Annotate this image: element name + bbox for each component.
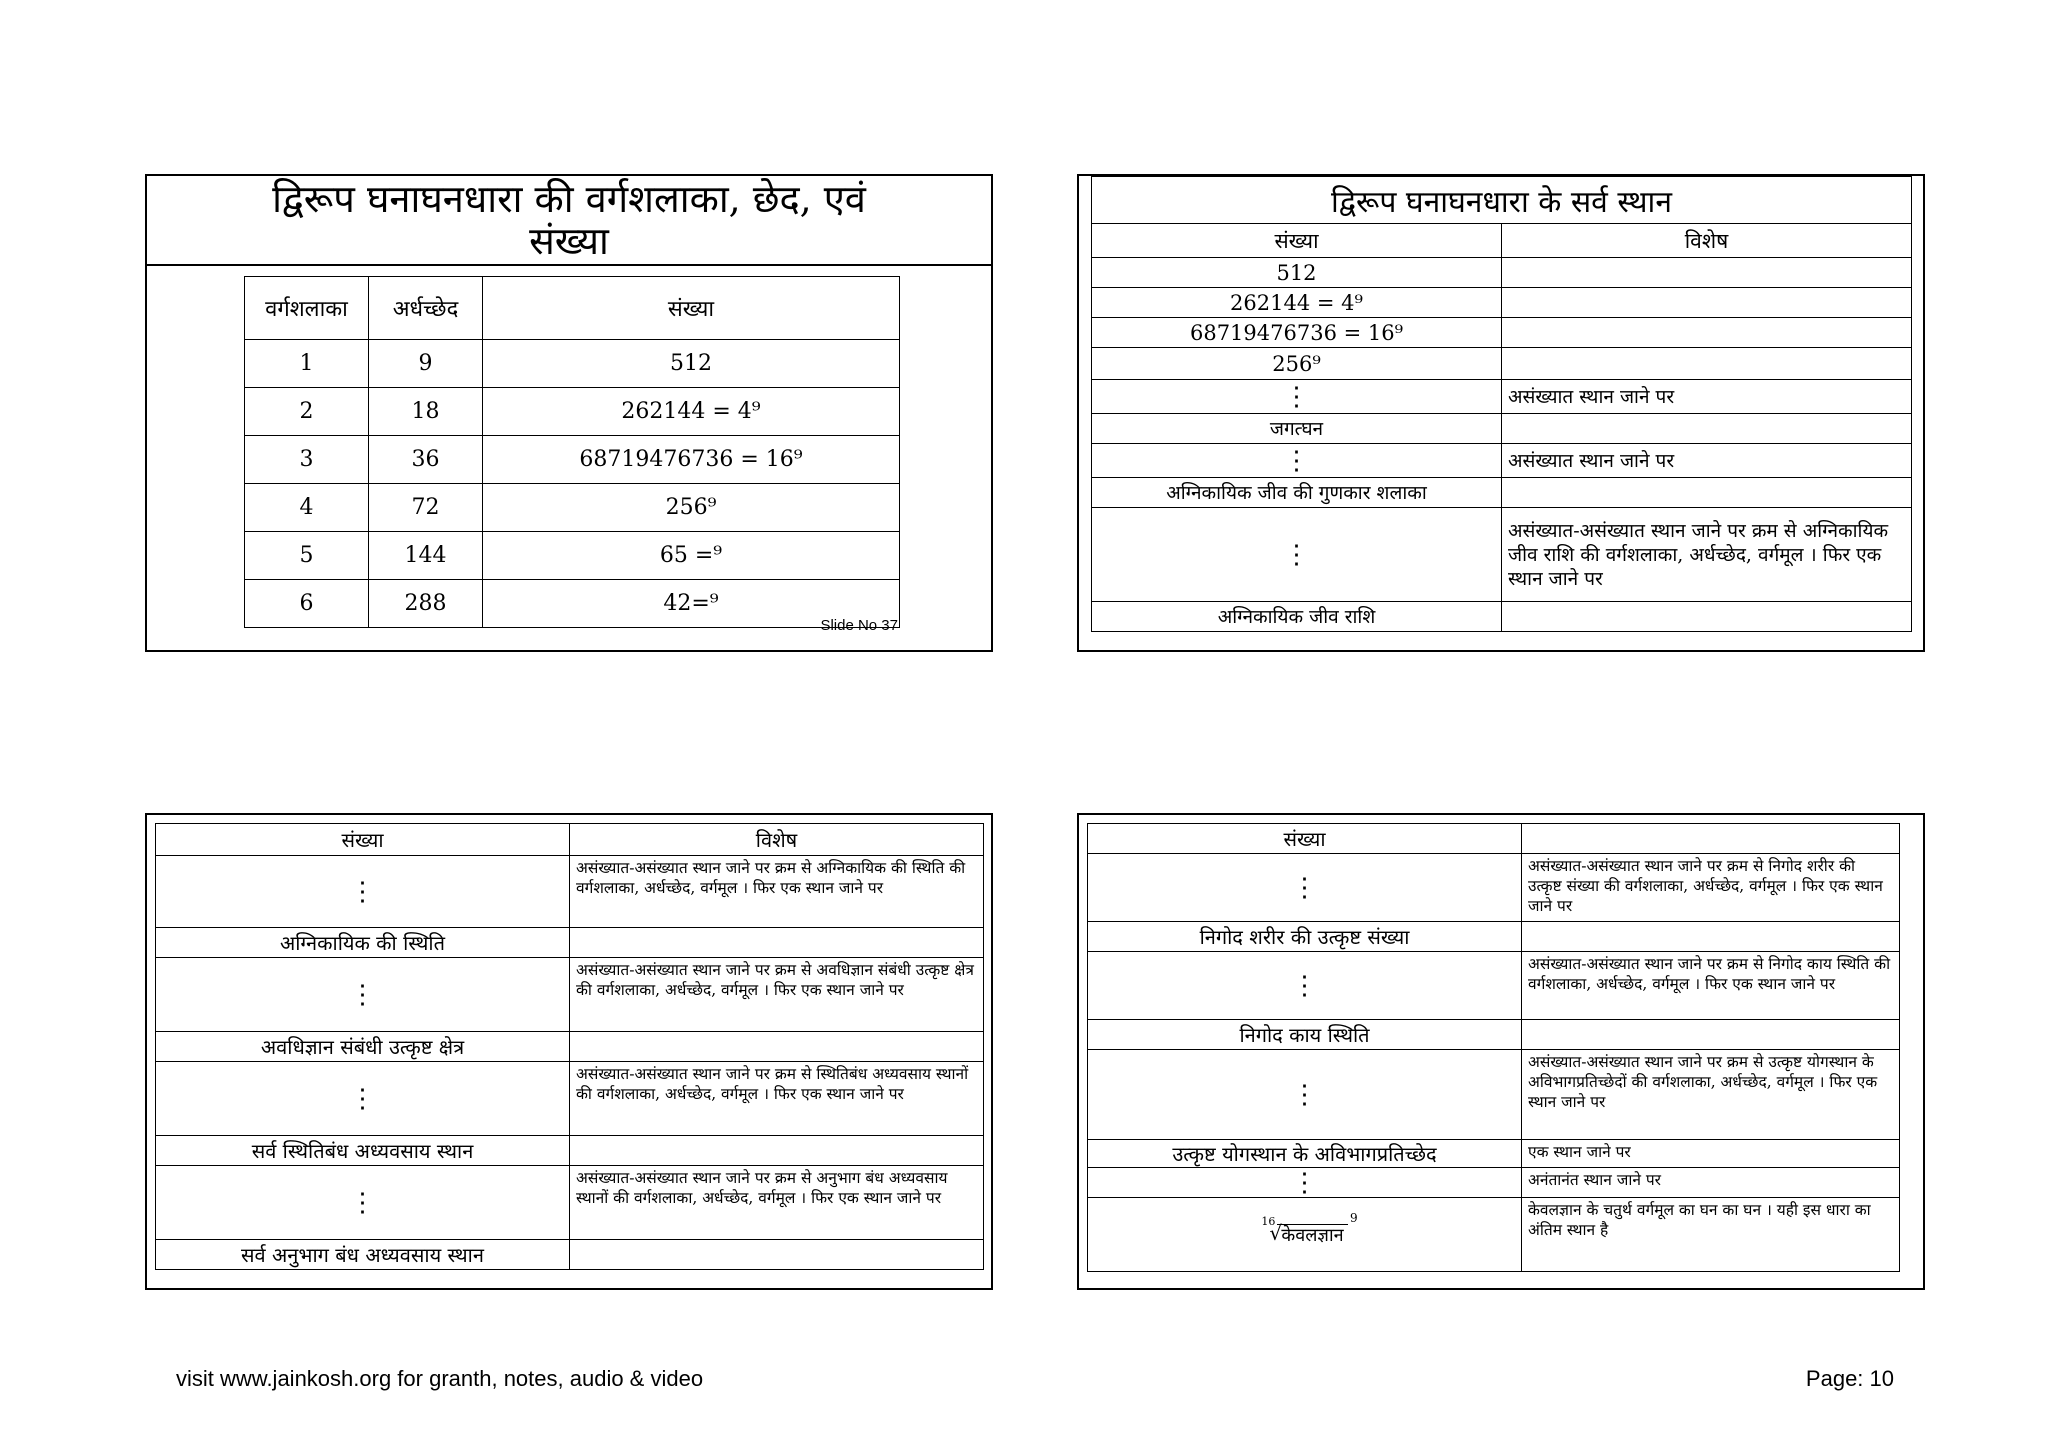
sarva-sthan-table [1091, 176, 1912, 632]
vdots-cell: ⋮ [1088, 1050, 1522, 1140]
column-header: संख्या [483, 277, 900, 340]
table-row [245, 388, 900, 436]
table-row [156, 1166, 984, 1240]
table-row [156, 1062, 984, 1136]
column-header: संख्या [1088, 824, 1522, 854]
title-line-2: संख्या [529, 219, 609, 263]
table-cell: असंख्यात-असंख्यात स्थान जाने पर क्रम से निगोद काय स्थिति की वर्गशलाका, अर्धच्छेद, वर्गमूल । फिर एक स्थान जाने पर [1522, 952, 1900, 1020]
table-cell: 256⁹ [483, 484, 900, 532]
table-cell: 262144 = 4⁹ [483, 388, 900, 436]
table-row [1088, 1020, 1900, 1050]
table-cell [1522, 1020, 1900, 1050]
vdots-cell: ⋮ [1092, 380, 1502, 414]
table-cell: 256⁹ [1092, 348, 1502, 380]
table-header-row [245, 277, 900, 340]
column-header: विशेष [1502, 224, 1912, 258]
table-cell: 68719476736 = 16⁹ [1092, 318, 1502, 348]
table-cell: असंख्यात-असंख्यात स्थान जाने पर क्रम से निगोद शरीर की उत्कृष्ट संख्या की वर्गशलाका, अर्धच्छेद, वर्गमूल । फिर एक स्थान जाने पर [1522, 854, 1900, 922]
table-row [156, 1136, 984, 1166]
table-row [1092, 258, 1912, 288]
table-cell: 512 [1092, 258, 1502, 288]
table-cell: 4 [245, 484, 369, 532]
table-cell: सर्व अनुभाग बंध अध्यवसाय स्थान [156, 1240, 570, 1270]
title-line-1: द्विरूप घनाघनधारा की वर्गशलाका, छेद, एवं [272, 177, 866, 221]
table-cell: असंख्यात स्थान जाने पर [1502, 380, 1912, 414]
table-cell: असंख्यात-असंख्यात स्थान जाने पर क्रम से अनुभाग बंध अध्यवसाय स्थानों की वर्गशलाका, अर्धच्छेद, वर्गमूल । फिर एक स्थान जाने पर [570, 1166, 984, 1240]
radicand: √ केवलज्ञान [1277, 1224, 1347, 1246]
table-row [1088, 854, 1900, 922]
table-cell [570, 928, 984, 958]
vdots-cell: ⋮ [156, 856, 570, 928]
table-cell [1502, 258, 1912, 288]
table-header-row [156, 824, 984, 856]
table-cell: अग्निकायिक जीव राशि [1092, 602, 1502, 632]
root-power: 9 [1349, 1211, 1358, 1225]
table-cell: असंख्यात-असंख्यात स्थान जाने पर क्रम से अवधिज्ञान संबंधी उत्कृष्ट क्षेत्र की वर्गशलाका, अर्धच्छेद, वर्गमूल । फिर एक स्थान जाने पर [570, 958, 984, 1032]
table-cell: 2 [245, 388, 369, 436]
table-header-row [1092, 224, 1912, 258]
root-index: 16 [1261, 1215, 1276, 1228]
vdots-cell: ⋮ [1088, 952, 1522, 1020]
table-cell: 18 [369, 388, 483, 436]
footer-page-number: Page: 10 [1805, 1366, 1894, 1391]
vdots-cell: ⋮ [1088, 1168, 1522, 1198]
table-row [1088, 1198, 1900, 1272]
table-cell: असंख्यात-असंख्यात स्थान जाने पर क्रम से अग्निकायिक जीव राशि की वर्गशलाका, अर्धच्छेद, वर्गमूल । फिर एक स्थान जाने पर [1502, 508, 1912, 602]
table-row [1088, 1168, 1900, 1198]
table-cell [1502, 602, 1912, 632]
table-cell: उत्कृष्ट योगस्थान के अविभागप्रतिच्छेद [1088, 1140, 1522, 1168]
column-header: वर्गशलाका [245, 277, 369, 340]
varg-shalaka-table [244, 276, 900, 628]
table-cell: 68719476736 = 16⁹ [483, 436, 900, 484]
table-row [245, 484, 900, 532]
table-cell [1502, 288, 1912, 318]
column-header: विशेष [570, 824, 984, 856]
table-cell [1502, 478, 1912, 508]
table-cell [570, 1136, 984, 1166]
table-cell: 5 [245, 532, 369, 580]
table-header-row [1088, 824, 1900, 854]
root-expression-cell [1088, 1198, 1522, 1272]
table-cell [1502, 318, 1912, 348]
table-row [1092, 478, 1912, 508]
table-row [156, 928, 984, 958]
table-cell: अवधिज्ञान संबंधी उत्कृष्ट क्षेत्र [156, 1032, 570, 1062]
table-cell: अग्निकायिक की स्थिति [156, 928, 570, 958]
table-cell: 36 [369, 436, 483, 484]
slide-title [147, 176, 991, 266]
slide-title: द्विरूप घनाघनधारा के सर्व स्थान [1092, 177, 1912, 224]
slide-nigod [1077, 813, 1925, 1290]
table-cell: केवलज्ञान के चतुर्थ वर्गमूल का घन का घन । यही इस धारा का अंतिम स्थान है [1522, 1198, 1900, 1272]
root-expression [1261, 1211, 1358, 1247]
table-cell: 262144 = 4⁹ [1092, 288, 1502, 318]
sthan-table [155, 823, 984, 1270]
table-cell: 144 [369, 532, 483, 580]
vdots-cell: ⋮ [156, 1166, 570, 1240]
table-cell [1522, 922, 1900, 952]
table-cell: अग्निकायिक जीव की गुणकार शलाका [1092, 478, 1502, 508]
table-cell: निगोद शरीर की उत्कृष्ट संख्या [1088, 922, 1522, 952]
table-row [1092, 444, 1912, 478]
table-row [156, 958, 984, 1032]
table-row [1088, 1050, 1900, 1140]
slide-number: Slide No 37 [820, 617, 898, 634]
table-cell [1502, 348, 1912, 380]
table-row [245, 436, 900, 484]
column-header [1522, 824, 1900, 854]
table-cell: 512 [483, 340, 900, 388]
table-cell: 72 [369, 484, 483, 532]
sthan-table [1087, 823, 1900, 1272]
slide-sarva-sthan [1077, 174, 1925, 652]
table-row [245, 580, 900, 628]
vdots-cell: ⋮ [156, 958, 570, 1032]
table-row [156, 1032, 984, 1062]
column-header: संख्या [156, 824, 570, 856]
table-row [1092, 288, 1912, 318]
table-cell [1502, 414, 1912, 444]
column-header: अर्धच्छेद [369, 277, 483, 340]
table-cell: 288 [369, 580, 483, 628]
table-cell: 3 [245, 436, 369, 484]
slide-varg-shalaka [145, 174, 993, 652]
vdots-cell: ⋮ [1092, 444, 1502, 478]
table-row [156, 856, 984, 928]
table-row [1092, 348, 1912, 380]
table-cell: 1 [245, 340, 369, 388]
table-row [1092, 318, 1912, 348]
table-cell: 9 [369, 340, 483, 388]
table-row [1088, 1140, 1900, 1168]
table-row [1088, 922, 1900, 952]
table-cell: निगोद काय स्थिति [1088, 1020, 1522, 1050]
table-cell: एक स्थान जाने पर [1522, 1140, 1900, 1168]
table-cell: जगत्घन [1092, 414, 1502, 444]
table-cell: असंख्यात-असंख्यात स्थान जाने पर क्रम से स्थितिबंध अध्यवसाय स्थानों की वर्गशलाका, अर्धच्छेद, वर्गमूल । फिर एक स्थान जाने पर [570, 1062, 984, 1136]
table-row [1092, 508, 1912, 602]
slide-agnikayik [145, 813, 993, 1290]
table-cell [570, 1032, 984, 1062]
footer-website: visit www.jainkosh.org for granth, notes, audio & video [176, 1366, 704, 1391]
table-row [156, 1240, 984, 1270]
table-cell: 42=⁹ [483, 580, 900, 628]
table-row [245, 532, 900, 580]
vdots-cell: ⋮ [156, 1062, 570, 1136]
vdots-cell: ⋮ [1092, 508, 1502, 602]
table-cell: असंख्यात स्थान जाने पर [1502, 444, 1912, 478]
table-cell [570, 1240, 984, 1270]
table-cell: असंख्यात-असंख्यात स्थान जाने पर क्रम से अग्निकायिक की स्थिति की वर्गशलाका, अर्धच्छेद, वर्गमूल । फिर एक स्थान जाने पर [570, 856, 984, 928]
table-cell: अनंतानंत स्थान जाने पर [1522, 1168, 1900, 1198]
column-header: संख्या [1092, 224, 1502, 258]
table-row [1088, 952, 1900, 1020]
table-cell: असंख्यात-असंख्यात स्थान जाने पर क्रम से उत्कृष्ट योगस्थान के अविभागप्रतिच्छेदों की वर्गशलाका, अर्धच्छेद, वर्गमूल । फिर एक स्थान जाने पर [1522, 1050, 1900, 1140]
table-row [245, 340, 900, 388]
table-cell: 65 =⁹ [483, 532, 900, 580]
vdots-cell: ⋮ [1088, 854, 1522, 922]
table-cell: सर्व स्थितिबंध अध्यवसाय स्थान [156, 1136, 570, 1166]
table-row [1092, 414, 1912, 444]
table-cell: 6 [245, 580, 369, 628]
table-row [1092, 380, 1912, 414]
table-row [1092, 602, 1912, 632]
